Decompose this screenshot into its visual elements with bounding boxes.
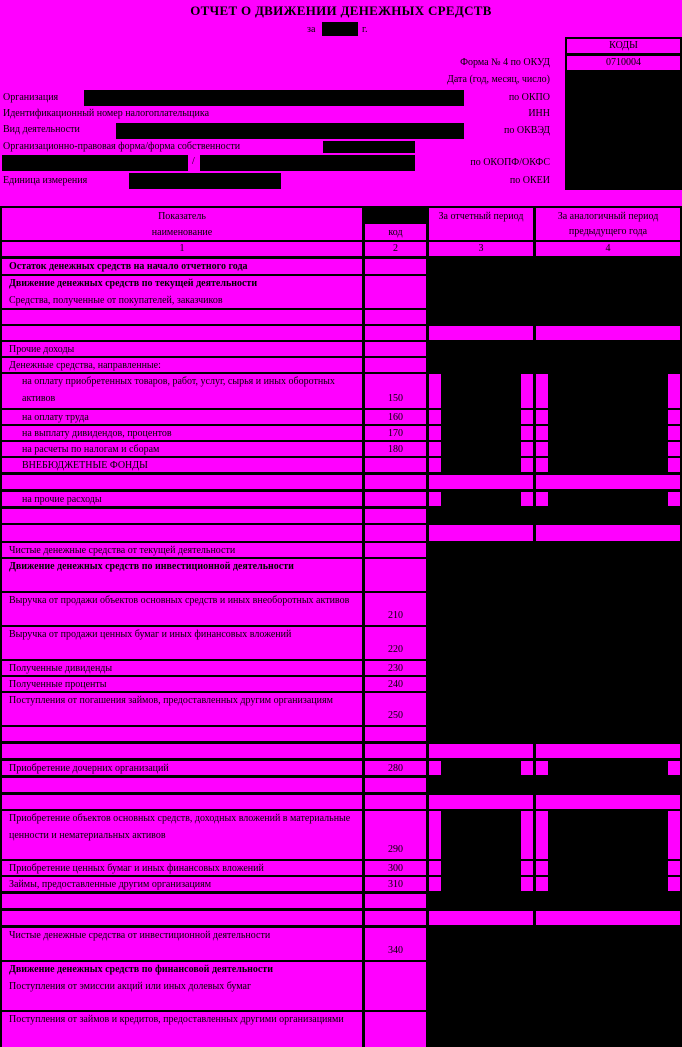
row-label — [2, 326, 362, 340]
org-field[interactable] — [84, 90, 464, 106]
row-label — [2, 475, 362, 489]
previous-value-cell[interactable] — [536, 492, 548, 506]
row-label: Средства, полученные от покупателей, заказчиков — [9, 294, 223, 306]
name-header: наименование — [2, 224, 362, 240]
row-code — [365, 342, 426, 356]
row-code: 220 — [365, 627, 426, 659]
row-label: Движение денежных средств по финансовой деятельности Поступления от эмиссии акций или иных долевых бумаг — [2, 962, 362, 1010]
current-value-cell[interactable] — [429, 861, 441, 875]
row-code: 290 — [365, 811, 426, 859]
row-label: на прочие расходы — [2, 492, 362, 506]
row-code — [365, 727, 426, 741]
row-label: Денежные средства, направленные: — [2, 358, 362, 372]
okei-label: по ОКЕИ — [509, 175, 550, 186]
row-code — [365, 962, 426, 1010]
row-code — [365, 310, 426, 324]
row-code: 310 — [365, 877, 426, 891]
previous-value-cell[interactable] — [536, 326, 680, 340]
previous-value-cell[interactable] — [536, 374, 548, 408]
current-value-cell[interactable] — [429, 492, 441, 506]
current-value-cell[interactable] — [521, 426, 533, 440]
org-label: Организация — [3, 92, 59, 103]
current-value-cell[interactable] — [429, 911, 533, 925]
current-value-cell[interactable] — [521, 374, 533, 408]
previous-value-cell[interactable] — [668, 492, 680, 506]
row-code — [365, 795, 426, 809]
row-label: Остаток денежных средств на начало отчетного года — [2, 259, 362, 274]
current-value-cell[interactable] — [429, 475, 533, 489]
current-value-cell[interactable] — [429, 744, 533, 758]
col-number-3: 3 — [429, 242, 533, 256]
current-value-cell[interactable] — [429, 374, 441, 408]
row-label — [2, 894, 362, 908]
row-code — [365, 778, 426, 792]
row-code: 250 — [365, 693, 426, 725]
okpo-label: по ОКПО — [508, 92, 550, 103]
unit-field[interactable] — [129, 173, 281, 189]
previous-value-cell[interactable] — [668, 877, 680, 891]
previous-period-header: За аналогичный период предыдущего года — [536, 208, 680, 240]
previous-value-cell[interactable] — [668, 861, 680, 875]
current-value-cell[interactable] — [429, 458, 441, 472]
current-value-cell[interactable] — [429, 795, 533, 809]
previous-value-cell[interactable] — [668, 811, 680, 859]
row-label — [2, 778, 362, 792]
row-label — [2, 525, 362, 541]
row-code — [365, 475, 426, 489]
row-code: 180 — [365, 442, 426, 456]
row-code: 230 — [365, 661, 426, 675]
row-label: Приобретение объектов основных средств, доходных вложений в материальные ценности и нематериальных активов — [2, 811, 362, 859]
row-label: Приобретение дочерних организаций — [2, 761, 362, 775]
row-label — [2, 744, 362, 758]
report-title: ОТЧЕТ О ДВИЖЕНИИ ДЕНЕЖНЫХ СРЕДСТВ — [190, 3, 492, 18]
row-code: 150 — [365, 374, 426, 408]
current-value-cell[interactable] — [521, 458, 533, 472]
row-code: 340 — [365, 928, 426, 960]
row-code: 210 — [365, 593, 426, 625]
row-code: 300 — [365, 861, 426, 875]
form-label: Форма № 4 по ОКУД — [460, 57, 550, 68]
activity-label: Вид деятельности — [3, 124, 80, 135]
okved-label: по ОКВЭД — [504, 125, 550, 136]
current-period-header: За отчетный период — [429, 208, 533, 240]
legal-form-field-2[interactable] — [2, 155, 188, 171]
current-value-cell[interactable] — [429, 426, 441, 440]
row-label: на выплату дивидендов, процентов — [2, 426, 362, 440]
row-code: 170 — [365, 426, 426, 440]
row-label: Поступления от займов и кредитов, предоставленных другими организациями — [2, 1012, 362, 1047]
current-value-cell[interactable] — [429, 761, 441, 775]
previous-value-cell[interactable] — [668, 442, 680, 456]
legal-form-slash: / — [192, 156, 195, 167]
code-header: код — [365, 224, 426, 240]
col-number-1: 1 — [2, 242, 362, 256]
row-code — [365, 525, 426, 541]
previous-value-cell[interactable] — [536, 744, 680, 758]
row-label: на оплату приобретенных товаров, работ, услуг, сырья и иных оборотных активов — [2, 374, 362, 408]
indicator-header: Показатель — [2, 208, 362, 224]
row-code — [365, 559, 426, 591]
date-suffix: г. — [362, 24, 368, 35]
okopf-label: по ОКОПФ/ОКФС — [470, 157, 550, 168]
previous-value-cell[interactable] — [536, 475, 680, 489]
row-code — [365, 509, 426, 523]
inn-row-label: Идентификационный номер налогоплательщика — [3, 108, 210, 119]
inn-label: ИНН — [528, 108, 550, 119]
row-label: Чистые денежные средства от инвестиционной деятельности — [2, 928, 362, 960]
row-label: Полученные дивиденды — [2, 661, 362, 675]
report-year-field[interactable] — [322, 22, 358, 36]
row-label — [2, 795, 362, 809]
row-label: Поступления от эмиссии акций или иных долевых бумаг — [9, 980, 252, 992]
previous-value-cell[interactable] — [668, 426, 680, 440]
row-code — [365, 543, 426, 557]
current-value-cell[interactable] — [521, 761, 533, 775]
ownership-form-field[interactable] — [200, 155, 415, 171]
row-label — [2, 911, 362, 925]
row-code — [365, 911, 426, 925]
previous-value-cell[interactable] — [668, 458, 680, 472]
activity-field[interactable] — [116, 123, 464, 139]
row-code — [365, 326, 426, 340]
current-value-cell[interactable] — [429, 525, 533, 541]
previous-value-cell[interactable] — [668, 374, 680, 408]
row-label: на расчеты по налогам и сборам — [2, 442, 362, 456]
row-code — [365, 276, 426, 308]
form-code: 0710004 — [567, 56, 680, 70]
current-value-cell[interactable] — [521, 877, 533, 891]
row-code: 240 — [365, 677, 426, 691]
previous-value-cell[interactable] — [536, 410, 548, 424]
row-code — [365, 744, 426, 758]
previous-value-cell[interactable] — [536, 861, 548, 875]
previous-value-cell[interactable] — [536, 458, 548, 472]
previous-value-cell[interactable] — [536, 442, 548, 456]
current-value-cell[interactable] — [429, 877, 441, 891]
row-label: Движение денежных средств по текущей деятельности Средства, полученные от покупателей, заказчиков — [2, 276, 362, 308]
previous-value-cell[interactable] — [536, 911, 680, 925]
row-label: Поступления от погашения займов, предоставленных другим организациям — [2, 693, 362, 725]
row-code — [365, 1012, 426, 1047]
row-code: 280 — [365, 761, 426, 775]
row-label: Полученные проценты — [2, 677, 362, 691]
row-label: на оплату труда — [2, 410, 362, 424]
previous-value-cell[interactable] — [536, 877, 548, 891]
row-label: Прочие доходы — [2, 342, 362, 356]
row-label — [2, 727, 362, 741]
col-number-2: 2 — [365, 242, 426, 256]
row-label: Выручка от продажи объектов основных средств и иных внеоборотных активов — [2, 593, 362, 625]
row-label — [2, 509, 362, 523]
previous-value-cell[interactable] — [536, 761, 548, 775]
row-label: Займы, предоставленные другим организациям — [2, 877, 362, 891]
row-label: Чистые денежные средства от текущей деятельности — [2, 543, 362, 557]
row-code — [365, 458, 426, 472]
row-label — [2, 310, 362, 324]
current-value-cell[interactable] — [429, 410, 441, 424]
current-value-cell[interactable] — [429, 326, 533, 340]
current-value-cell[interactable] — [521, 861, 533, 875]
current-value-cell[interactable] — [521, 442, 533, 456]
previous-value-cell[interactable] — [536, 525, 680, 541]
row-label: Движение денежных средств по инвестиционной деятельности — [2, 559, 362, 591]
row-code — [365, 492, 426, 506]
date-label: Дата (год, месяц, число) — [447, 74, 550, 85]
legal-form-field[interactable] — [323, 141, 415, 153]
col-number-4: 4 — [536, 242, 680, 256]
legal-form-label: Организационно-правовая форма/форма собственности — [3, 141, 241, 152]
previous-value-cell[interactable] — [536, 795, 680, 809]
current-value-cell[interactable] — [521, 410, 533, 424]
current-value-cell[interactable] — [429, 442, 441, 456]
row-code: 160 — [365, 410, 426, 424]
previous-value-cell[interactable] — [668, 410, 680, 424]
current-value-cell[interactable] — [521, 811, 533, 859]
codes-label: КОДЫ — [567, 39, 680, 53]
row-code — [365, 894, 426, 908]
row-label: Приобретение ценных бумаг и иных финансовых вложений — [2, 861, 362, 875]
date-prefix: за — [307, 24, 316, 35]
previous-value-cell[interactable] — [536, 811, 548, 859]
row-code — [365, 358, 426, 372]
unit-label: Единица измерения — [3, 175, 88, 186]
row-label: ВНЕБЮДЖЕТНЫЕ ФОНДЫ — [2, 458, 362, 472]
previous-value-cell[interactable] — [536, 426, 548, 440]
row-label: Выручка от продажи ценных бумаг и иных финансовых вложений — [2, 627, 362, 659]
current-value-cell[interactable] — [521, 492, 533, 506]
current-value-cell[interactable] — [429, 811, 441, 859]
row-code — [365, 259, 426, 274]
previous-value-cell[interactable] — [668, 761, 680, 775]
